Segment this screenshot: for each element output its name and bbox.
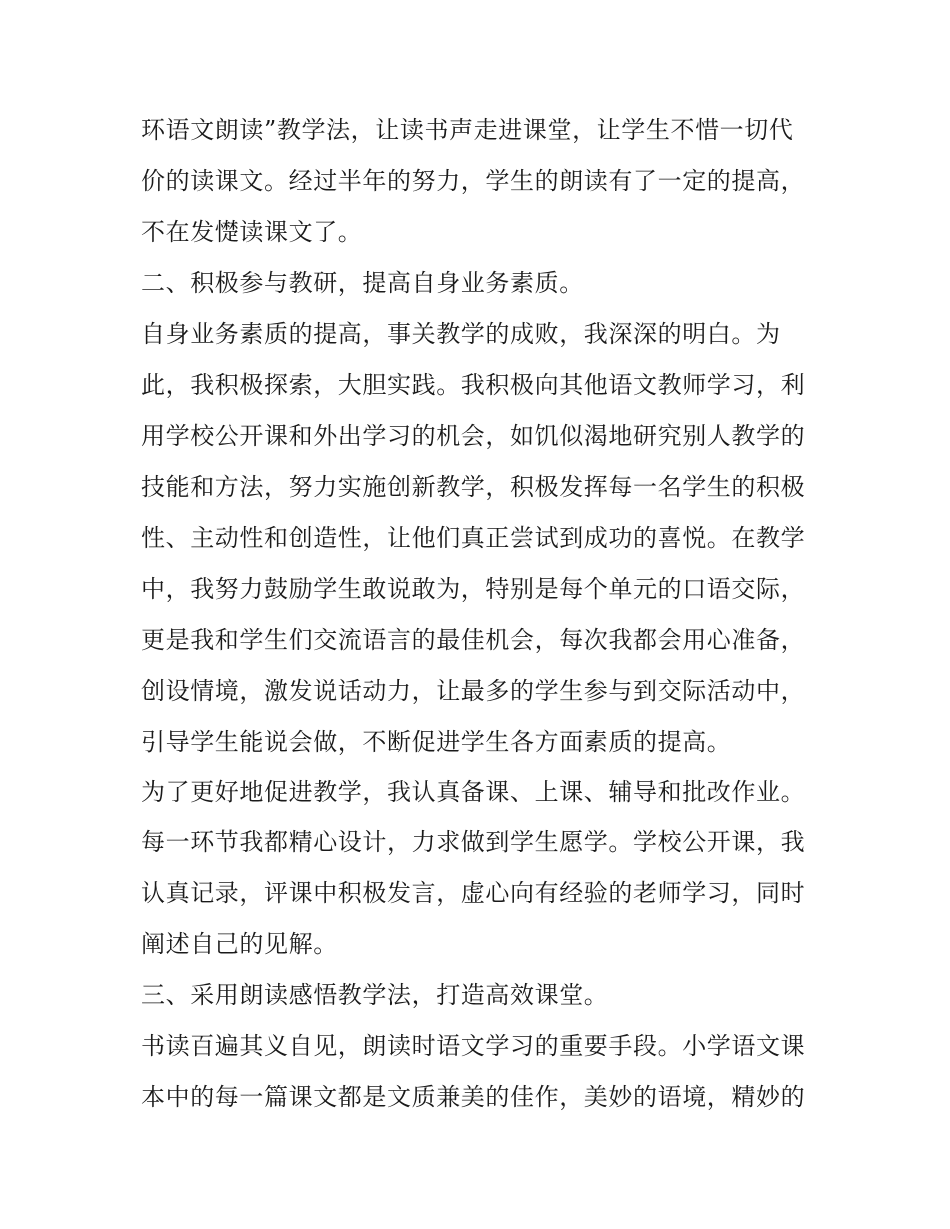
section-heading: 二、积极参与教研，提高自身业务素质。 bbox=[141, 269, 584, 297]
text-line: 中，我努力鼓励学生敢说敢为，特别是每个单元的口语交际， bbox=[141, 575, 806, 603]
text-line: 本中的每一篇课文都是文质兼美的佳作，美妙的语境，精妙的 bbox=[141, 1083, 806, 1111]
text-line: 创设情境，激发说话动力，让最多的学生参与到交际活动中， bbox=[141, 677, 806, 705]
text-line: 此，我积极探索，大胆实践。我积极向其他语文教师学习，利 bbox=[141, 371, 806, 399]
text-line: 每一环节我都精心设计，力求做到学生愿学。学校公开课，我 bbox=[141, 828, 806, 856]
text-line: 用学校公开课和外出学习的机会，如饥似渴地研究别人教学的 bbox=[141, 422, 806, 450]
body-text bbox=[141, 105, 821, 1123]
text-line: 性、主动性和创造性，让他们真正尝试到成功的喜悦。在教学 bbox=[141, 524, 806, 552]
text-line: 书读百遍其义自见，朗读时语文学习的重要手段。小学语文课 bbox=[141, 1032, 806, 1060]
text-line: 不在发憷读课文了。 bbox=[141, 218, 363, 246]
section-heading: 三、采用朗读感悟教学法，打造高效课堂。 bbox=[141, 981, 609, 1009]
text-line: 更是我和学生们交流语言的最佳机会，每次我都会用心准备， bbox=[141, 626, 806, 654]
text-line: 认真记录，评课中积极发言，虚心向有经验的老师学习，同时 bbox=[141, 879, 806, 907]
text-line: 阐述自己的见解。 bbox=[141, 930, 338, 958]
text-line: 环语文朗读”教学法，让读书声走进课堂，让学生不惜一切代 bbox=[141, 116, 794, 144]
text-line: 价的读课文。经过半年的努力，学生的朗读有了一定的提高， bbox=[141, 167, 806, 195]
text-line: 为了更好地促进教学，我认真备课、上课、辅导和批改作业。 bbox=[141, 778, 806, 806]
text-line: 引导学生能说会做，不断促进学生各方面素质的提高。 bbox=[141, 728, 732, 756]
text-line: 自身业务素质的提高，事关教学的成败，我深深的明白。为 bbox=[141, 320, 781, 348]
text-line: 技能和方法，努力实施创新教学，积极发挥每一名学生的积极 bbox=[141, 473, 806, 501]
